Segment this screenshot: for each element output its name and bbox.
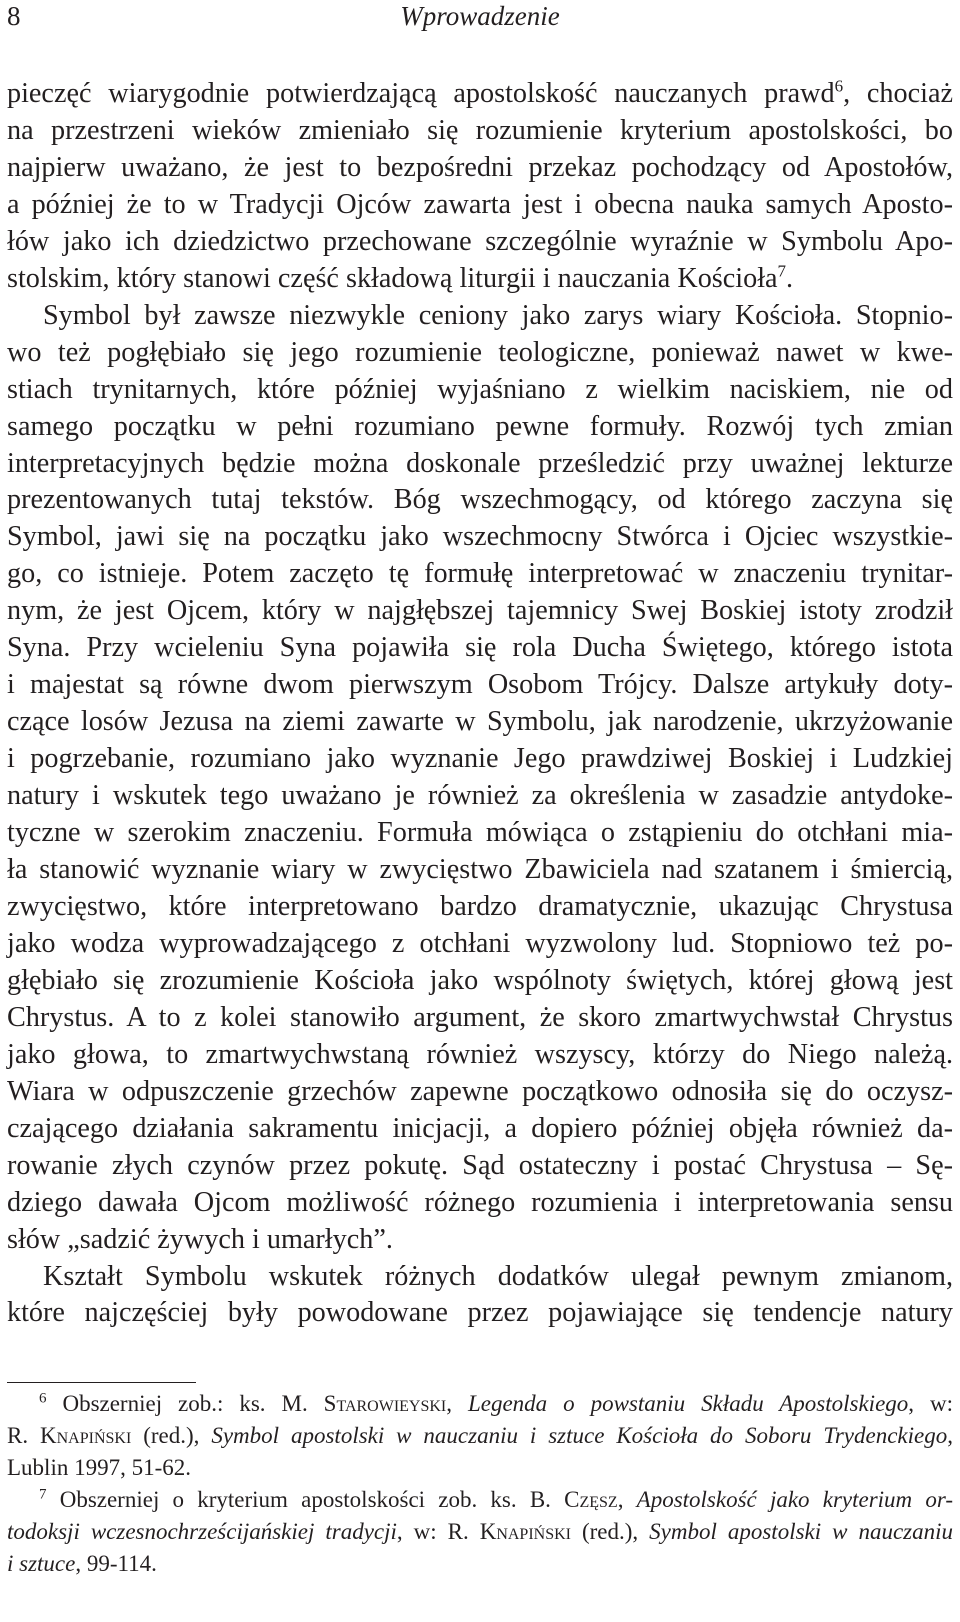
- text-line: go, co istnieje. Potem zaczęto tę formułę interpretować w znaczeniu trynitar-: [7, 558, 953, 590]
- text-span: (red.),: [571, 1519, 650, 1544]
- footnote-6: [7, 1388, 953, 1484]
- footnote-ref-6[interactable]: 6: [834, 76, 844, 96]
- paragraph: [7, 76, 953, 298]
- footnote-7: [7, 1484, 953, 1580]
- text-line: najpierw uważano, że jest to bezpośredni przekaz pochodzący od Apostołów,: [7, 151, 953, 183]
- text-span: , w: R.: [396, 1519, 480, 1544]
- text-span: stolskim, który stanowi część składową liturgii i nauczania Kościoła: [7, 262, 778, 294]
- text-line: słów „sadzić żywych i umarłych”.: [7, 1223, 393, 1255]
- text-line: Symbol, jawi się na początku jako wszechmocny Stwórca i Ojciec wszystkie-: [7, 521, 953, 553]
- text-line: Symbol był zawsze niezwykle ceniony jako zarys wiary Kościoła. Stopnio-: [43, 299, 953, 331]
- text-span: ,: [947, 1423, 953, 1448]
- work-title: i sztuce: [7, 1551, 76, 1576]
- text-line: na przestrzeni wieków zmieniało się rozumienie kryterium apostolskości, bo: [7, 114, 953, 146]
- running-head: [0, 0, 960, 40]
- footnote-number: 7: [39, 1486, 47, 1503]
- text-line: [7, 261, 953, 298]
- author-name: Starowieyski: [323, 1391, 447, 1416]
- text-line: Kształt Symbolu wskutek różnych dodatków ulegał pewnym zmianom,: [43, 1260, 953, 1292]
- work-title: Symbol apostolski w nauczaniu i sztuce Kościoła do Soboru Trydenckiego: [211, 1423, 948, 1448]
- footnote-line: [7, 1516, 953, 1548]
- author-name: Częsz: [564, 1487, 618, 1512]
- text-line: natury i wskutek tego uważano je również za określenia w zasadzie antydoke-: [7, 780, 953, 812]
- text-line: Wiara w odpuszczenie grzechów zapewne początkowo odnosiła się do oczysz-: [7, 1075, 953, 1107]
- text-line: Chrystus. A to z kolei stanowiło argument, że skoro zmartwychwstał Chrystus: [7, 1001, 953, 1033]
- text-span: ,: [446, 1391, 468, 1416]
- paragraph: [7, 1259, 953, 1333]
- text-line: czającego działania sakramentu inicjacji, a dopiero później objęła również da-: [7, 1112, 953, 1144]
- text-line: i majestat są równe dwom pierwszym Osobom Trójcy. Dalsze artykuły doty-: [7, 669, 953, 701]
- footnote-ref-7[interactable]: 7: [777, 261, 787, 281]
- paragraph: [7, 298, 953, 1259]
- text-span: ,: [617, 1487, 637, 1512]
- footnote-line: [7, 1548, 953, 1580]
- text-line: ła stanowić wyznanie wiary w zwycięstwo Zbawiciela nad szatanem i śmiercią,: [7, 854, 953, 886]
- work-title: Symbol apostolski w nauczaniu: [649, 1519, 953, 1544]
- text-line: stiach trynitarnych, które później wyjaśniano z wielkim naciskiem, nie od: [7, 373, 953, 405]
- footnote-line: [7, 1420, 953, 1452]
- text-line: interpretacyjnych będzie można doskonale prześledzić przy uważnej lekturze: [7, 447, 953, 479]
- main-text: [7, 76, 953, 1332]
- page-number: 8: [7, 1, 21, 31]
- text-line: prezentowanych tutaj tekstów. Bóg wszechmogący, od którego zaczyna się: [7, 484, 953, 516]
- author-name: Knapiński: [479, 1519, 571, 1544]
- text-span: Obszerniej o kryterium apostolskości zob. ks. B.: [59, 1487, 565, 1512]
- work-title: Legenda o powstaniu Składu Apostolskiego: [467, 1391, 909, 1416]
- running-title: Wprowadzenie: [400, 1, 560, 31]
- text-line: samego początku w pełni rozumiano pewne formuły. Rozwój tych zmian: [7, 410, 953, 442]
- text-line: jako głowa, to zmartwychwstaną również wszyscy, którzy do Niego należą.: [7, 1038, 953, 1070]
- text-span: , chociaż: [843, 78, 953, 109]
- text-line: Syna. Przy wcieleniu Syna pojawiła się rola Ducha Świętego, którego istota: [7, 632, 953, 664]
- text-line: łów jako ich dziedzictwo przechowane szczególnie wyraźnie w Symbolu Apo-: [7, 225, 953, 257]
- text-span: .: [786, 262, 794, 294]
- text-span: , w:: [908, 1391, 953, 1416]
- work-title: Apostolskość jako kryterium or-: [636, 1487, 954, 1512]
- footnote-line: [7, 1484, 953, 1516]
- text-span: pieczęć wiarygodnie potwierdzającą apostolskość nauczanych prawd: [7, 78, 835, 109]
- author-name: Knapiński: [40, 1423, 132, 1448]
- footnote-number: 6: [39, 1390, 47, 1407]
- text-line: tyczne w szerokim znaczeniu. Formuła mówiąca o zstąpieniu do otchłani mia-: [7, 817, 953, 849]
- text-line: które najczęściej były powodowane przez pojawiające się tendencje natury: [7, 1297, 953, 1329]
- text-line: nym, że jest Ojcem, który w najgłębszej tajemnicy Swej Boskiej istoty zrodził: [7, 595, 953, 627]
- text-line: jako wodza wyprowadzającego z otchłani wyzwolony lud. Stopniowo też po-: [7, 927, 953, 959]
- footnotes: [7, 1388, 953, 1580]
- text-line: a później że to w Tradycji Ojców zawarta jest i obecna nauka samych Aposto-: [7, 188, 953, 220]
- text-line: głębiało się zrozumienie Kościoła jako wspólnoty świętych, której głową jest: [7, 964, 953, 996]
- text-line: dziego dawała Ojcom możliwość różnego rozumienia i interpretowania sensu: [7, 1186, 953, 1218]
- text-line: zwycięstwo, które interpretowano bardzo dramatycznie, ukazując Chrystusa: [7, 890, 953, 922]
- footnote-line: [7, 1388, 953, 1420]
- footnote-line: Lublin 1997, 51-62.: [7, 1455, 191, 1480]
- work-title: todoksji wczesnochrześcijańskiej tradycji: [7, 1519, 397, 1544]
- text-line: [7, 76, 953, 113]
- text-line: czące losów Jezusa na ziemi zawarte w Symbolu, jak narodzenie, ukrzyżowanie: [7, 706, 953, 738]
- text-line: i pogrzebanie, rozumiano jako wyznanie Jego prawdziwej Boskiej i Ludzkiej: [7, 743, 953, 775]
- text-span: R.: [7, 1423, 41, 1448]
- text-line: rowanie złych czynów przez pokutę. Sąd ostateczny i postać Chrystusa – Sę-: [7, 1149, 953, 1181]
- text-span: Obszerniej zob.: ks. M.: [62, 1391, 324, 1416]
- text-span: (red.),: [131, 1423, 212, 1448]
- text-line: wo też pogłębiało się jego rozumienie teologiczne, ponieważ nawet w kwe-: [7, 336, 953, 368]
- text-span: , 99-114.: [75, 1551, 157, 1576]
- footnote-divider: [7, 1382, 196, 1383]
